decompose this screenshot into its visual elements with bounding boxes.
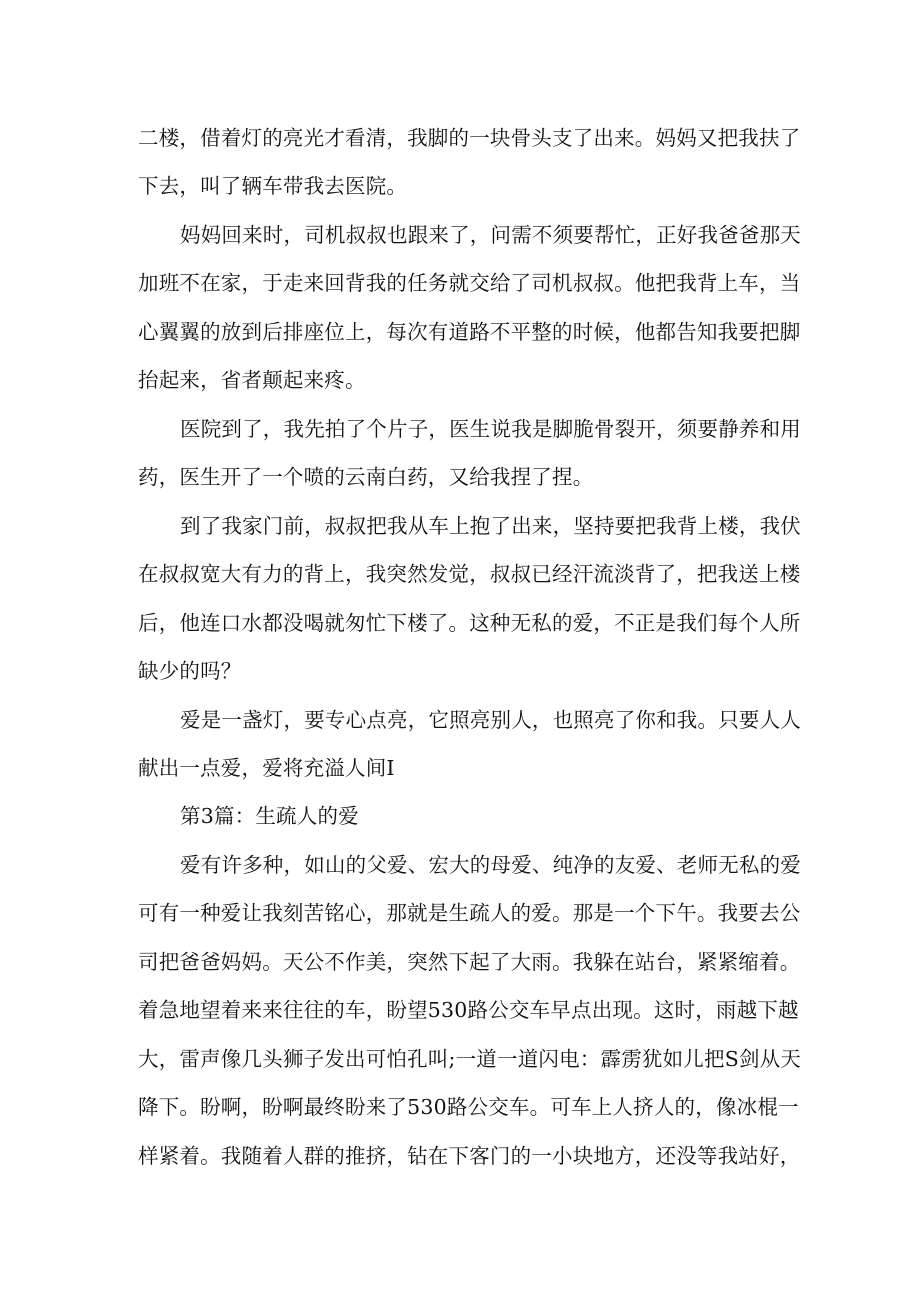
text-line: 后，他连口水都没喝就匆忙下楼了。这种无私的爱，不正是我们每个人所 [138, 611, 801, 635]
text-line: 二楼，借着灯的亮光才看清，我脚的一块骨头支了出来。妈妈又把我扶了 [138, 126, 801, 150]
text-line: 大，雷声像几头狮子发出可怕孔叫;一道一道闪电：霹雳犹如儿把S剑从天 [138, 1047, 802, 1071]
text-line: 药，医生开了一个喷的云南白药，又给我捏了捏。 [138, 465, 594, 489]
text-line: 缺少的吗？ [138, 659, 242, 683]
text-line: 降下。盼啊，盼啊最终盼来了530路公交车。可车上人挤人的，像冰棍一 [138, 1095, 799, 1119]
text-line: 可有一种爱让我刻苦铭心，那就是生疏人的爱。那是一个下午。我要去公 [138, 901, 801, 925]
text-line: 抬起来，省者颠起来疼。 [138, 368, 366, 392]
text-line: 医院到了，我先拍了个片子，医生说我是脚脆骨裂开，须要静养和用 [180, 417, 801, 441]
text-line: 样紧着。我随着人群的推挤，钻在下客门的一小块地方，还没等我站好， [138, 1144, 801, 1168]
text-line: 爱有许多种，如山的父爱、宏大的母爱、纯净的友爱、老师无私的爱 [180, 853, 801, 877]
text-line: 加班不在家，于走来回背我的任务就交给了司机叔叔。他把我背上车，当 [138, 271, 801, 295]
text-line: 下去，叫了辆车带我去医院。 [138, 174, 408, 198]
text-line: 在叔叔宽大有力的背上，我突然发觉，叔叔已经汗流淡背了，把我送上楼 [138, 562, 801, 586]
text-line: 着急地望着来来往往的车，盼望530路公交车早点出现。这时，雨越下越 [138, 998, 799, 1022]
text-line: 献出一点爱，爱将充溢人间I [138, 756, 395, 780]
text-line: 心翼翼的放到后排座位上，每次有道路不平整的时候，他都告知我要把脚 [138, 320, 801, 344]
section-heading: 第3篇：生疏人的爱 [180, 804, 359, 828]
text-line: 到了我家门前，叔叔把我从车上抱了出来，坚持要把我背上楼，我伏 [180, 514, 801, 538]
text-line: 爱是一盏灯，要专心点亮，它照亮别人，也照亮了你和我。只要人人 [180, 708, 801, 732]
text-line: 司把爸爸妈妈。天公不作美，突然下起了大雨。我躲在站台，紧紧缩着。 [138, 950, 801, 974]
text-line: 妈妈回来时，司机叔叔也跟来了，问需不须要帮忙，正好我爸爸那天 [180, 223, 801, 247]
